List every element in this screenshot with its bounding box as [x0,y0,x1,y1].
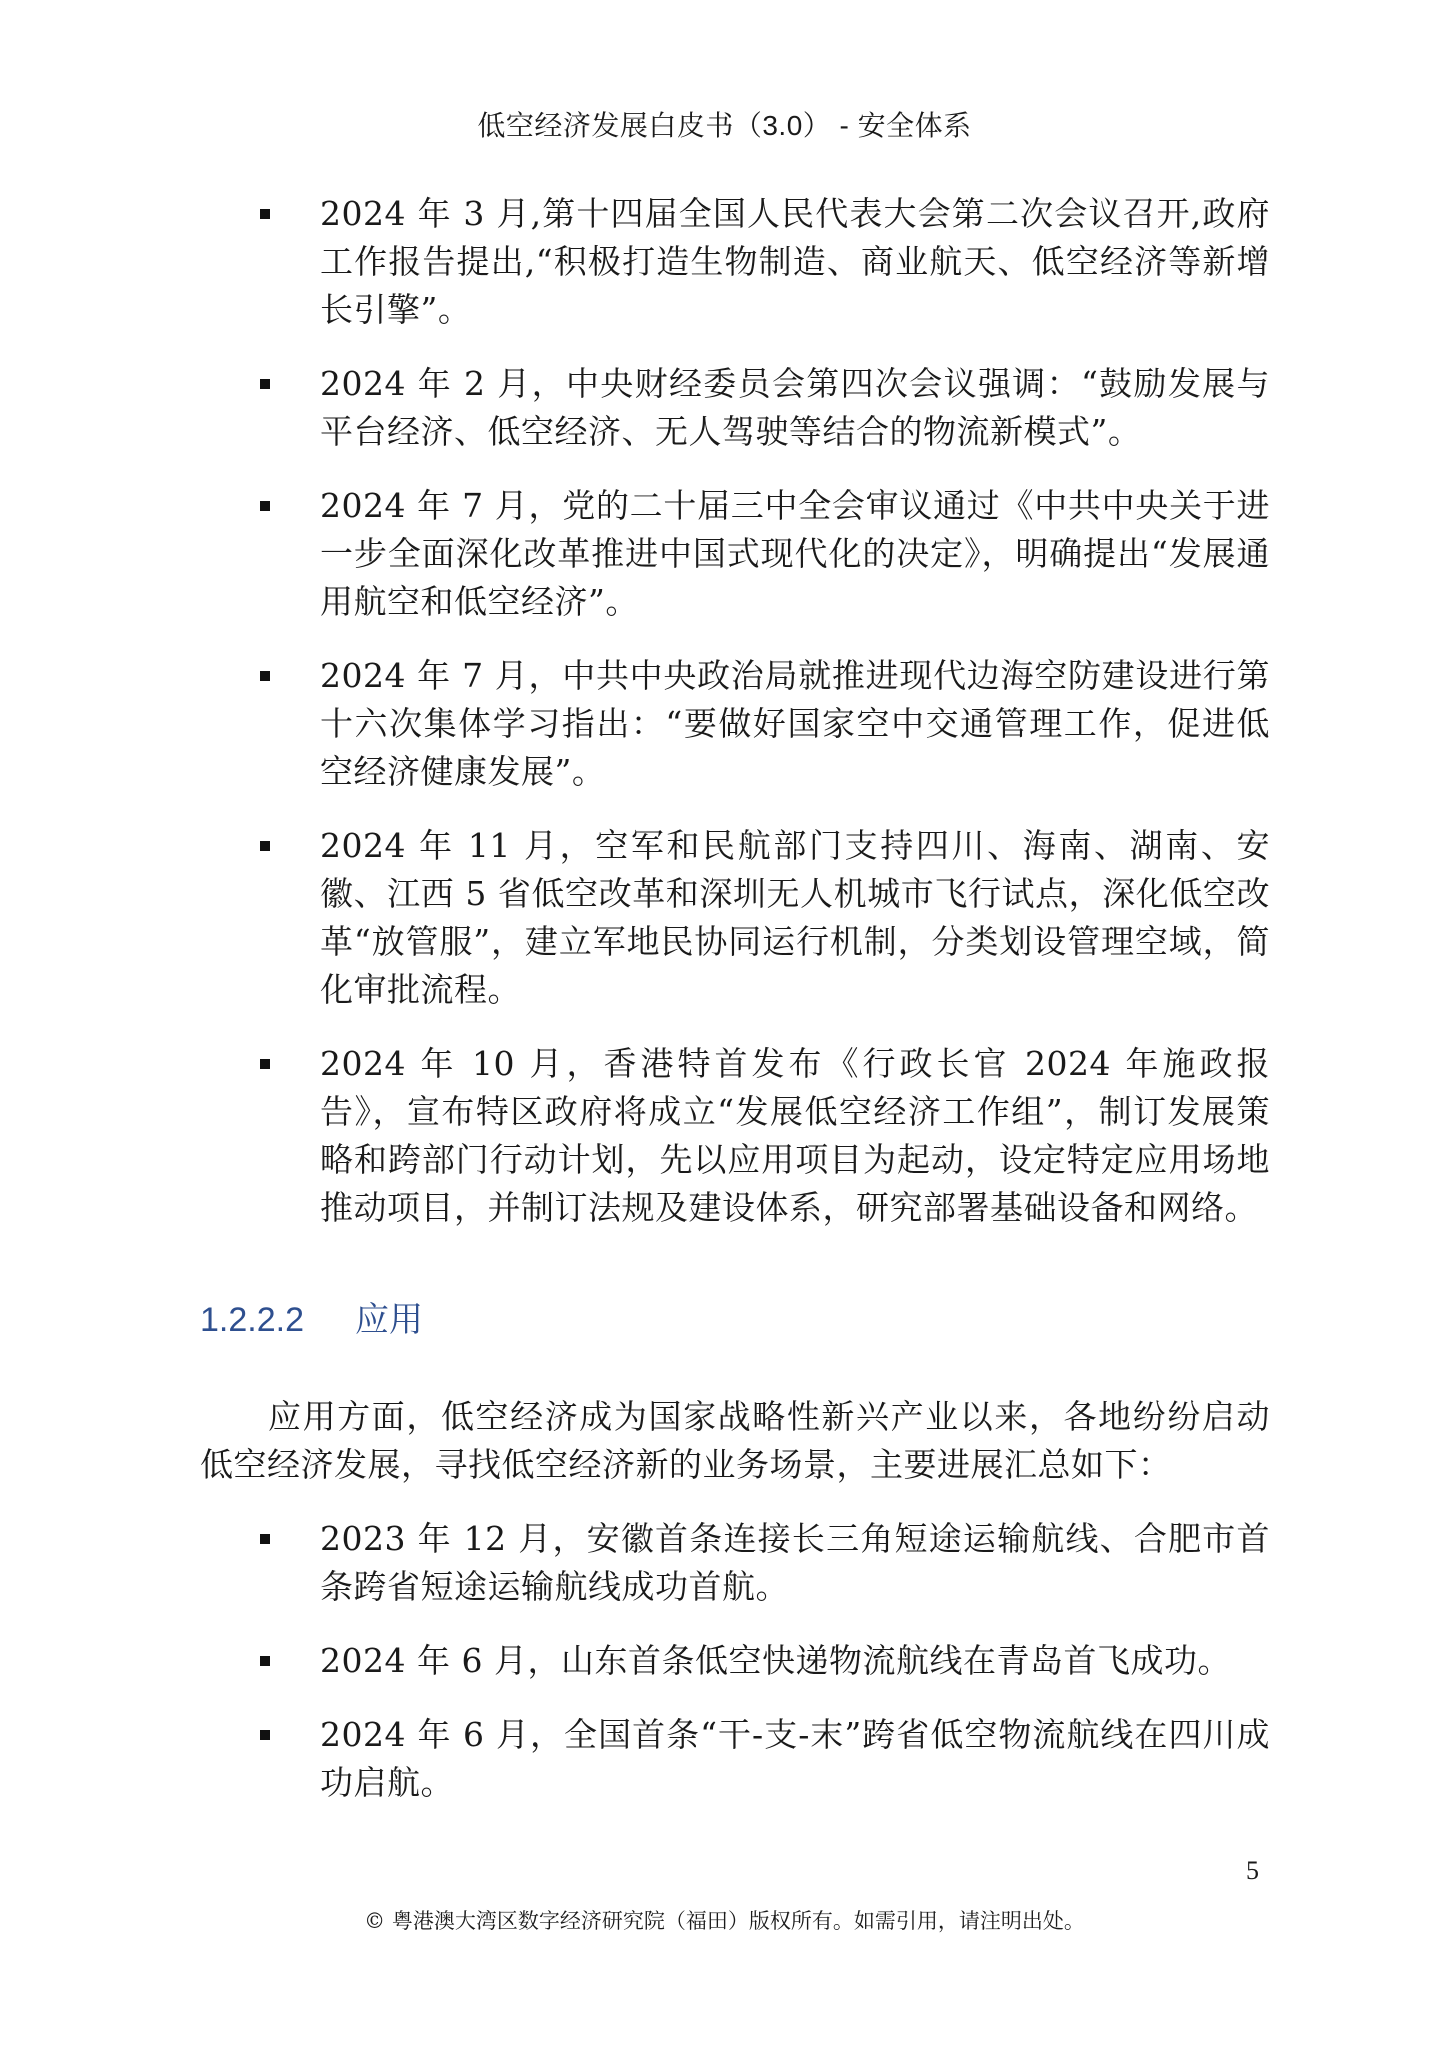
list-item-text: 2023 年 12 月，安徽首条连接长三角短途运输航线、合肥市首条跨省短途运输航线成功首航。 [320,1519,1270,1606]
section-number: 1.2.2.2 [200,1301,304,1339]
list-item [200,652,1270,796]
list-item [200,1711,1270,1807]
list-item [200,1515,1270,1611]
page-number: 5 [1246,1856,1259,1885]
list-item [200,1637,1270,1685]
bullet-square-icon [260,379,270,389]
bullet-square-icon [260,1059,270,1069]
bullet-square-icon [260,209,270,219]
list-item-text: 2024 年 6 月，山东首条低空快递物流航线在青岛首飞成功。 [320,1641,1231,1680]
list-item [200,360,1270,456]
bullet-square-icon [260,1656,270,1666]
list-item-text: 2024 年 3 月,第十四届全国人民代表大会第二次会议召开,政府工作报告提出,“积极打造生物制造、商业航天、低空经济等新增长引擎”。 [320,194,1270,329]
bullet-square-icon [260,841,270,851]
list-item [200,482,1270,626]
section-title: 应用 [355,1301,423,1339]
list-item [200,822,1270,1014]
page-body [200,190,1270,1833]
bullet-square-icon [260,1730,270,1740]
list-item-text: 2024 年 7 月，党的二十届三中全会审议通过《中共中央关于进一步全面深化改革推进中国式现代化的决定》，明确提出“发展通用航空和低空经济”。 [320,486,1270,621]
policy-list [200,190,1270,1232]
list-item-text: 2024 年 7 月，中共中央政治局就推进现代边海空防建设进行第十六次集体学习指出：“要做好国家空中交通管理工作，促进低空经济健康发展”。 [320,656,1270,791]
page-header-title: 低空经济发展白皮书（3.0） - 安全体系 [477,110,972,141]
bullet-square-icon [260,501,270,511]
list-item-text: 2024 年 6 月，全国首条“干-支-末”跨省低空物流航线在四川成功启航。 [320,1715,1270,1802]
application-list [200,1515,1270,1807]
list-item-text: 2024 年 10 月，香港特首发布《行政长官 2024 年施政报告》，宣布特区政府将成立“发展低空经济工作组”，制订发展策略和跨部门行动计划，先以应用项目为起动，设定特定应用场地推动项目，并制订法规及建设体系，研究部署基础设备和网络。 [320,1044,1270,1227]
intro-paragraph: 应用方面，低空经济成为国家战略性新兴产业以来，各地纷纷启动低空经济发展，寻找低空经济新的业务场景，主要进展汇总如下： [200,1397,1270,1484]
list-item-text: 2024 年 11 月，空军和民航部门支持四川、海南、湖南、安徽、江西 5 省低空改革和深圳无人机城市飞行试点，深化低空改革“放管服”，建立军地民协同运行机制，分类划设管理空域，简化审批流程。 [320,826,1270,1009]
list-item-text: 2024 年 2 月，中央财经委员会第四次会议强调：“鼓励发展与平台经济、低空经济、无人驾驶等结合的物流新模式”。 [320,364,1270,451]
bullet-square-icon [260,671,270,681]
footer-copyright: © 粤港澳大湾区数字经济研究院（福田）版权所有。如需引用，请注明出处。 [364,1909,1085,1933]
bullet-square-icon [260,1534,270,1544]
list-item [200,1040,1270,1232]
section-heading [200,1292,1270,1341]
list-item [200,190,1270,334]
